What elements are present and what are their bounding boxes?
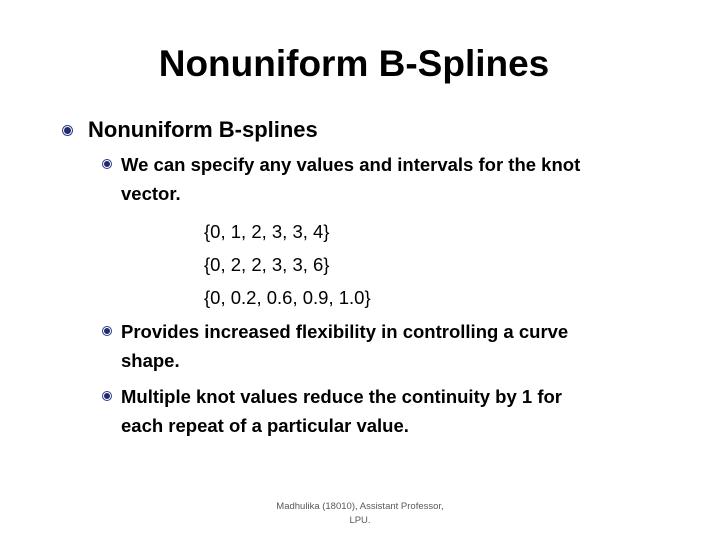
slide-title: Nonuniform B-Splines xyxy=(158,43,550,84)
sub-bullet-1-line-1: We can specify any values and intervals for the knot xyxy=(121,154,581,175)
footer-line-2: LPU. xyxy=(349,515,371,526)
bullet-dot-icon xyxy=(102,326,112,336)
knot-vector-1: {0, 1, 2, 3, 3, 4} xyxy=(204,221,330,242)
bullet-dot-icon xyxy=(102,391,112,401)
sub-bullet-1-line-2: vector. xyxy=(121,183,181,204)
bullet-level1-text: Nonuniform B-splines xyxy=(88,117,318,142)
slide-footer xyxy=(250,500,470,528)
sub-bullet-2-line-2: shape. xyxy=(121,350,180,371)
knot-vector-2: {0, 2, 2, 3, 3, 6} xyxy=(204,254,330,275)
sub-bullet-3-line-2: each repeat of a particular value. xyxy=(121,415,409,436)
sub-bullet-3-line-1: Multiple knot values reduce the continuity by 1 for xyxy=(121,386,562,407)
footer-line-1: Madhulika (18010), Assistant Professor, xyxy=(276,501,444,512)
bullet-dot-icon xyxy=(62,125,73,136)
sub-bullet-2-line-1: Provides increased flexibility in controlling a curve xyxy=(121,321,569,342)
knot-vector-3: {0, 0.2, 0.6, 0.9, 1.0} xyxy=(204,287,371,308)
bullet-dot-icon xyxy=(102,159,112,169)
